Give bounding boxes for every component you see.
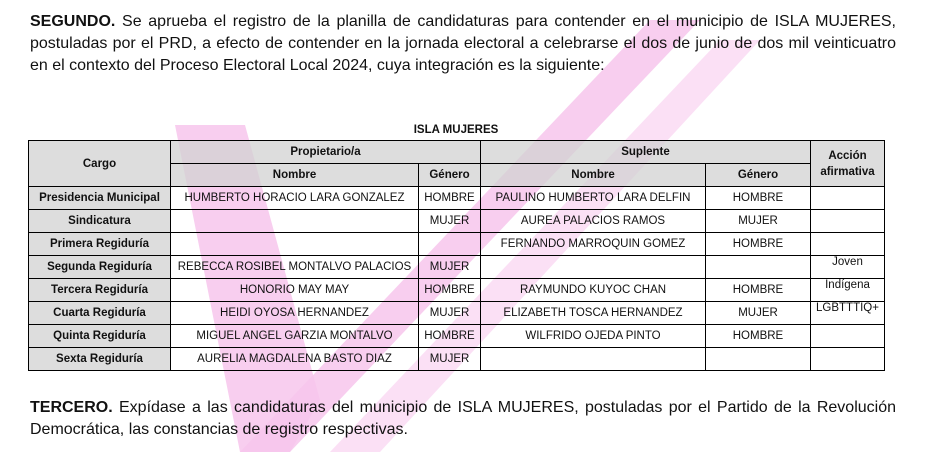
- suplente-genero-cell: HOMBRE: [706, 279, 811, 302]
- suplente-nombre-cell: [481, 256, 706, 279]
- suplente-genero-cell: MUJER: [706, 302, 811, 325]
- segundo-text: Se aprueba el registro de la planilla de candidaturas para contender en el municipio de ISLA MUJERES, postuladas por el PRD, a efecto de contender en la jornada electoral a celebrarse el dos de junio de dos mil veinticuatro en el contexto del Proceso Electoral Local 2024, cuya integración es la siguiente:: [30, 13, 896, 74]
- cargo-cell: Presidencia Municipal: [29, 187, 171, 210]
- accion-afirmativa-cell: [811, 187, 885, 210]
- propietario-genero-cell: [419, 233, 481, 256]
- suplente-nombre-cell: WILFRIDO OJEDA PINTO: [481, 325, 706, 348]
- cargo-cell: Cuarta Regiduría: [29, 302, 171, 325]
- segundo-lead: SEGUNDO.: [30, 13, 116, 30]
- header-propietario: Propietario/a: [171, 141, 481, 164]
- table-row: [29, 233, 885, 256]
- candidates-table: [28, 140, 885, 371]
- header-sup-nombre: Nombre: [481, 164, 706, 187]
- table-row: [29, 256, 885, 279]
- suplente-nombre-cell: ELIZABETH TOSCA HERNANDEZ: [481, 302, 706, 325]
- suplente-genero-cell: HOMBRE: [706, 233, 811, 256]
- accion-afirmativa-cell: [811, 325, 885, 348]
- header-sup-genero: Género: [706, 164, 811, 187]
- paragraph-segundo: [30, 11, 896, 77]
- table-row: [29, 279, 885, 302]
- header-cargo: Cargo: [29, 141, 171, 187]
- propietario-nombre-cell: AURELIA MAGDALENA BASTO DIAZ: [171, 348, 419, 371]
- table-row: [29, 210, 885, 233]
- cargo-cell: Sexta Regiduría: [29, 348, 171, 371]
- propietario-genero-cell: HOMBRE: [419, 325, 481, 348]
- propietario-genero-cell: MUJER: [419, 210, 481, 233]
- suplente-nombre-cell: FERNANDO MARROQUIN GOMEZ: [481, 233, 706, 256]
- table-row: [29, 302, 885, 325]
- propietario-genero-cell: MUJER: [419, 256, 481, 279]
- propietario-genero-cell: HOMBRE: [419, 187, 481, 210]
- suplente-genero-cell: [706, 256, 811, 279]
- tercero-text: Expídase a las candidaturas del municipio de ISLA MUJERES, postuladas por el Partido de la Revolución Democrática, las constancias de registro respectivas.: [30, 399, 896, 438]
- suplente-nombre-cell: RAYMUNDO KUYOC CHAN: [481, 279, 706, 302]
- cargo-cell: Segunda Regiduría: [29, 256, 171, 279]
- header-prop-genero: Género: [419, 164, 481, 187]
- paragraph-tercero: [30, 397, 896, 441]
- accion-afirmativa-cell: [811, 233, 885, 256]
- cargo-cell: Tercera Regiduría: [29, 279, 171, 302]
- header-prop-nombre: Nombre: [171, 164, 419, 187]
- suplente-genero-cell: HOMBRE: [706, 325, 811, 348]
- propietario-nombre-cell: REBECCA ROSIBEL MONTALVO PALACIOS: [171, 256, 419, 279]
- suplente-nombre-cell: PAULINO HUMBERTO LARA DELFIN: [481, 187, 706, 210]
- accion-afirmativa-cell: [811, 210, 885, 233]
- table-row: [29, 325, 885, 348]
- propietario-nombre-cell: [171, 233, 419, 256]
- table-row: [29, 348, 885, 371]
- suplente-nombre-cell: AUREA PALACIOS RAMOS: [481, 210, 706, 233]
- suplente-genero-cell: [706, 348, 811, 371]
- table-title: ISLA MUJERES: [413, 124, 499, 136]
- cargo-cell: Quinta Regiduría: [29, 325, 171, 348]
- suplente-nombre-cell: [481, 348, 706, 371]
- accion-afirmativa-cell: [811, 348, 885, 371]
- tercero-lead: TERCERO.: [30, 399, 113, 416]
- propietario-genero-cell: MUJER: [419, 302, 481, 325]
- propietario-nombre-cell: MIGUEL ANGEL GARZIA MONTALVO: [171, 325, 419, 348]
- header-suplente: Suplente: [481, 141, 811, 164]
- suplente-genero-cell: MUJER: [706, 210, 811, 233]
- suplente-genero-cell: HOMBRE: [706, 187, 811, 210]
- propietario-genero-cell: HOMBRE: [419, 279, 481, 302]
- propietario-nombre-cell: [171, 210, 419, 233]
- header-accion-afirmativa: Acción afirmativa: [811, 141, 885, 187]
- cargo-cell: Primera Regiduría: [29, 233, 171, 256]
- propietario-nombre-cell: HEIDI OYOSA HERNANDEZ: [171, 302, 419, 325]
- table-row: [29, 187, 885, 210]
- propietario-nombre-cell: HONORIO MAY MAY: [171, 279, 419, 302]
- propietario-nombre-cell: HUMBERTO HORACIO LARA GONZALEZ: [171, 187, 419, 210]
- propietario-genero-cell: MUJER: [419, 348, 481, 371]
- accion-afirmativa-cell: Indígena: [811, 279, 885, 302]
- cargo-cell: Sindicatura: [29, 210, 171, 233]
- accion-afirmativa-cell: LGBTTTIQ+: [811, 302, 885, 325]
- accion-afirmativa-cell: Joven: [811, 256, 885, 279]
